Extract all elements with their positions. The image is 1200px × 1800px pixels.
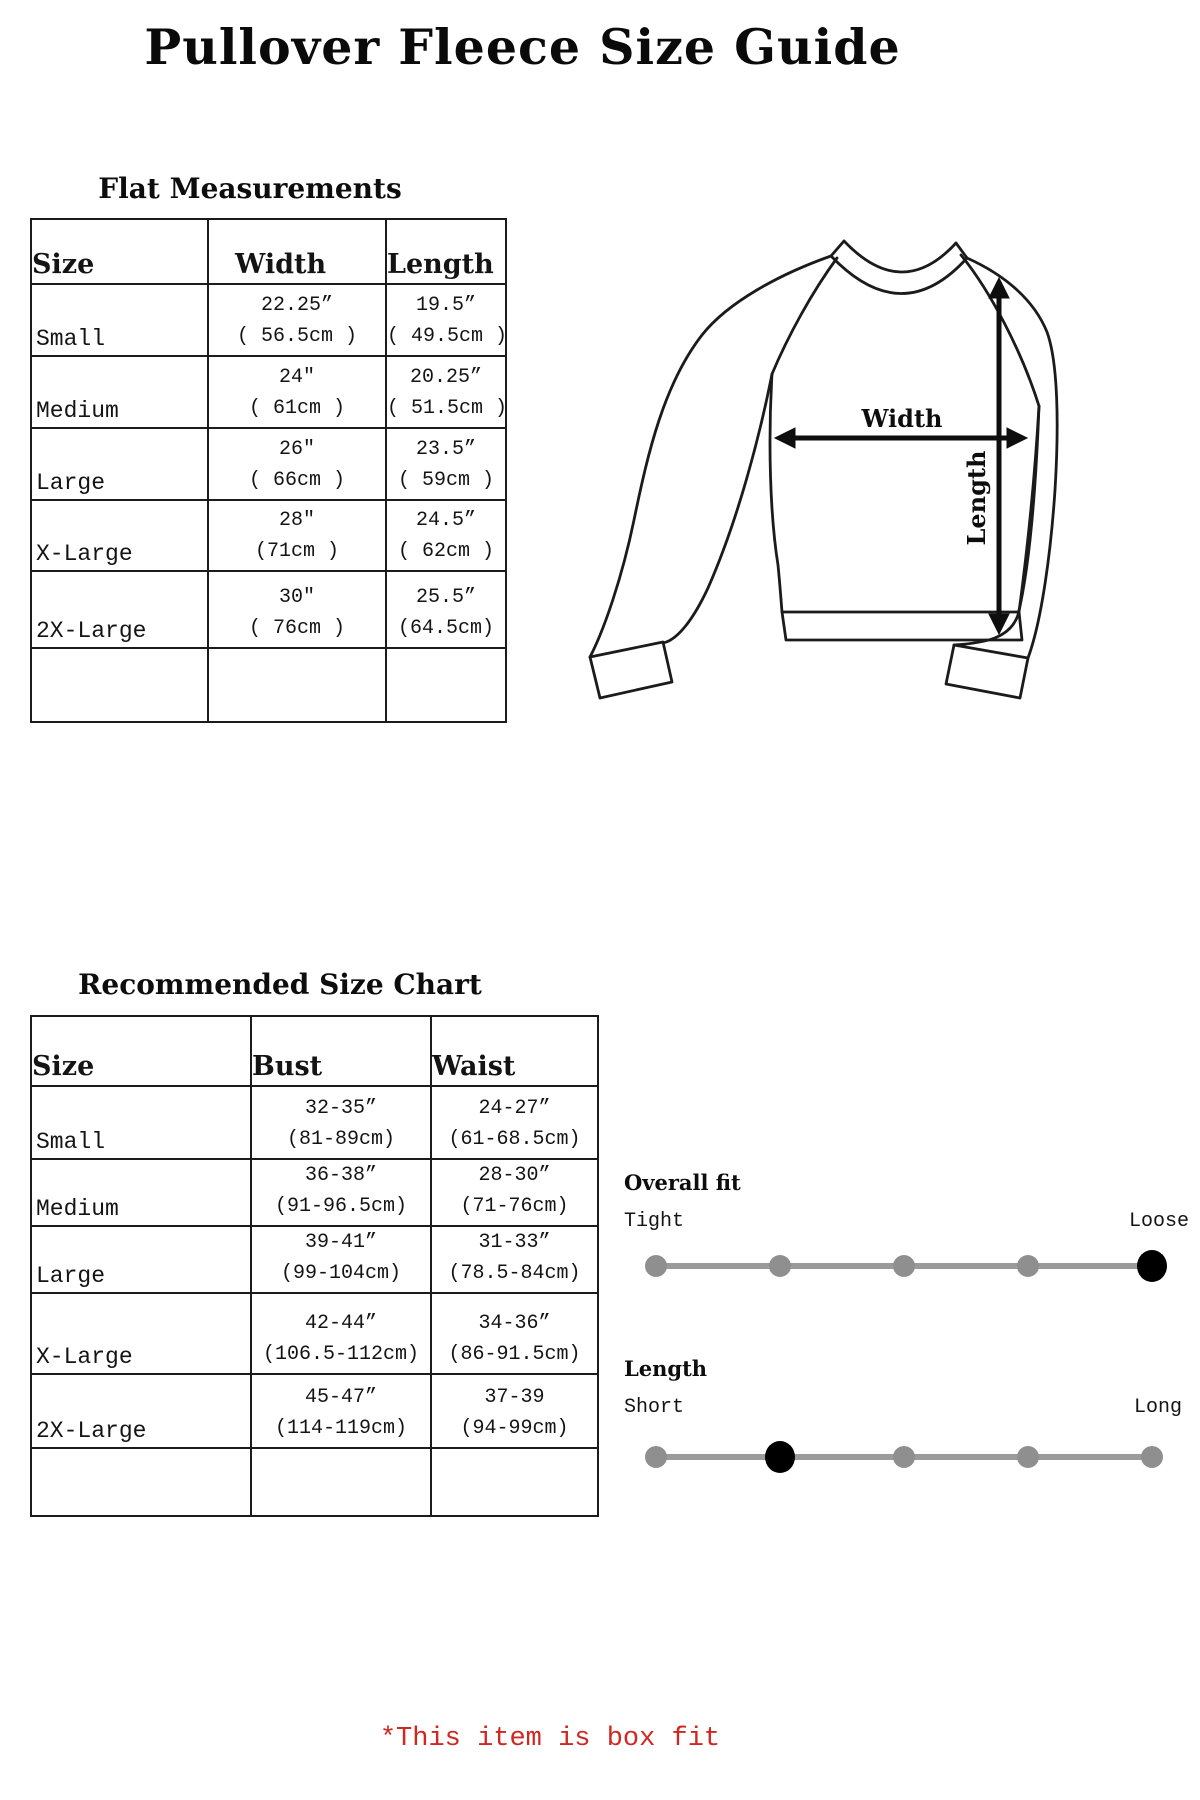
length-cm: ( 49.5cm ) [387,325,508,348]
right-cuff [946,645,1028,698]
waist-inches: 28-30” [478,1164,551,1187]
table-row [31,571,506,648]
length-cm: (64.5cm) [397,617,494,640]
table-row [31,1159,598,1226]
column-header-size: Size [31,1016,251,1086]
column-header-width: Width [208,219,386,284]
length-cm: ( 62cm ) [397,540,494,563]
length-inches: 24.5” [415,509,476,532]
size-label: 2X-Large [36,1418,147,1444]
diagram-length-label: Length [962,450,991,546]
hem-band [782,612,1022,640]
width-cm: ( 56.5cm ) [236,325,358,348]
bust-inches: 32-35” [304,1097,377,1120]
length-inches: 20.25” [409,366,482,389]
width-cm: ( 66cm ) [248,469,345,492]
waist-inches: 24-27” [478,1097,551,1120]
slider-dot [1017,1255,1039,1277]
flat-measurements-title: Flat Measurements [98,172,402,205]
waist-inches: 37-39 [484,1386,545,1409]
width-inches: 24" [278,366,315,389]
slider-dot [645,1255,667,1277]
slider-right-label: Long [1133,1396,1182,1419]
table-header-row [31,219,506,284]
length-inches: 19.5” [415,294,476,317]
body-outline [770,374,782,612]
fit-slider-overall [600,1170,1200,1295]
size-label: Large [36,1263,106,1289]
slider-dot [1137,1250,1167,1282]
size-label: Medium [36,1196,119,1222]
length-cm: ( 51.5cm ) [387,397,508,420]
waist-inches: 34-36” [478,1312,551,1335]
size-label: Small [36,1129,106,1155]
size-chart-table [30,1015,599,1517]
table-empty-row [31,648,506,722]
fit-slider-length [600,1356,1200,1481]
waist-cm: (86-91.5cm) [448,1343,581,1366]
table-row [31,1374,598,1448]
table-row [31,1086,598,1159]
slider-dot [893,1255,915,1277]
length-inches: 25.5” [415,586,476,609]
slider-right-label: Loose [1128,1210,1189,1233]
slider-dot [893,1446,915,1468]
table-row [31,1226,598,1293]
table-row [31,1293,598,1374]
slider-dot [765,1441,795,1473]
diagram-width-label: Width [861,404,943,433]
width-inches: 30" [278,586,315,609]
bust-inches: 39-41” [304,1231,377,1254]
waist-cm: (94-99cm) [460,1417,569,1440]
slider-dot [1141,1446,1163,1468]
bust-cm: (91-96.5cm) [274,1195,408,1218]
column-header-length: Length [386,219,506,284]
left-sleeve [590,256,831,657]
left-cuff [590,642,672,698]
bust-cm: (106.5-112cm) [262,1343,420,1366]
slider-left-label: Short [624,1396,685,1419]
column-header-bust: Bust [251,1016,431,1086]
size-label: Small [36,326,106,352]
flat-measurements-table [30,218,507,723]
size-chart-title: Recommended Size Chart [78,968,482,1001]
slider-title: Overall fit [624,1170,741,1195]
bust-inches: 45-47” [304,1386,377,1409]
sweater-diagram [550,190,1060,710]
slider-dot [769,1255,791,1277]
width-inches: 28" [278,509,315,532]
waist-cm: (71-76cm) [460,1195,569,1218]
waist-cm: (78.5-84cm) [448,1262,581,1285]
table-row [31,284,506,356]
table-header-row [31,1016,598,1086]
waist-cm: (61-68.5cm) [448,1128,581,1151]
collar-inner [844,241,956,272]
bust-cm: (114-119cm) [274,1417,408,1440]
waist-inches: 31-33” [478,1231,551,1254]
column-header-size: Size [31,219,208,284]
slider-title: Length [624,1356,708,1381]
width-cm: ( 76cm ) [248,617,345,640]
slider-left-label: Tight [624,1210,685,1233]
size-label: Medium [36,398,119,424]
bust-cm: (99-104cm) [280,1262,402,1285]
length-arrow [989,278,1009,634]
table-row [31,428,506,500]
bust-inches: 42-44” [304,1312,377,1335]
size-label: X-Large [36,1344,133,1370]
size-label: 2X-Large [36,618,147,644]
width-cm: ( 61cm ) [248,397,345,420]
width-inches: 26" [278,438,315,461]
length-inches: 23.5” [415,438,476,461]
column-header-waist: Waist [431,1016,598,1086]
slider-dot [645,1446,667,1468]
page-title: Pullover Fleece Size Guide [144,18,901,76]
length-cm: ( 59cm ) [397,469,494,492]
slider-dot [1017,1446,1039,1468]
width-cm: (71cm ) [254,540,339,563]
size-label: Large [36,470,106,496]
table-row [31,500,506,571]
box-fit-note: *This item is box fit [379,1724,721,1754]
size-label: X-Large [36,541,133,567]
bust-cm: (81-89cm) [286,1128,396,1151]
table-row [31,356,506,428]
collar-outer [831,256,967,294]
table-empty-row [31,1448,598,1516]
width-inches: 22.25” [260,294,333,317]
bust-inches: 36-38” [304,1164,377,1187]
